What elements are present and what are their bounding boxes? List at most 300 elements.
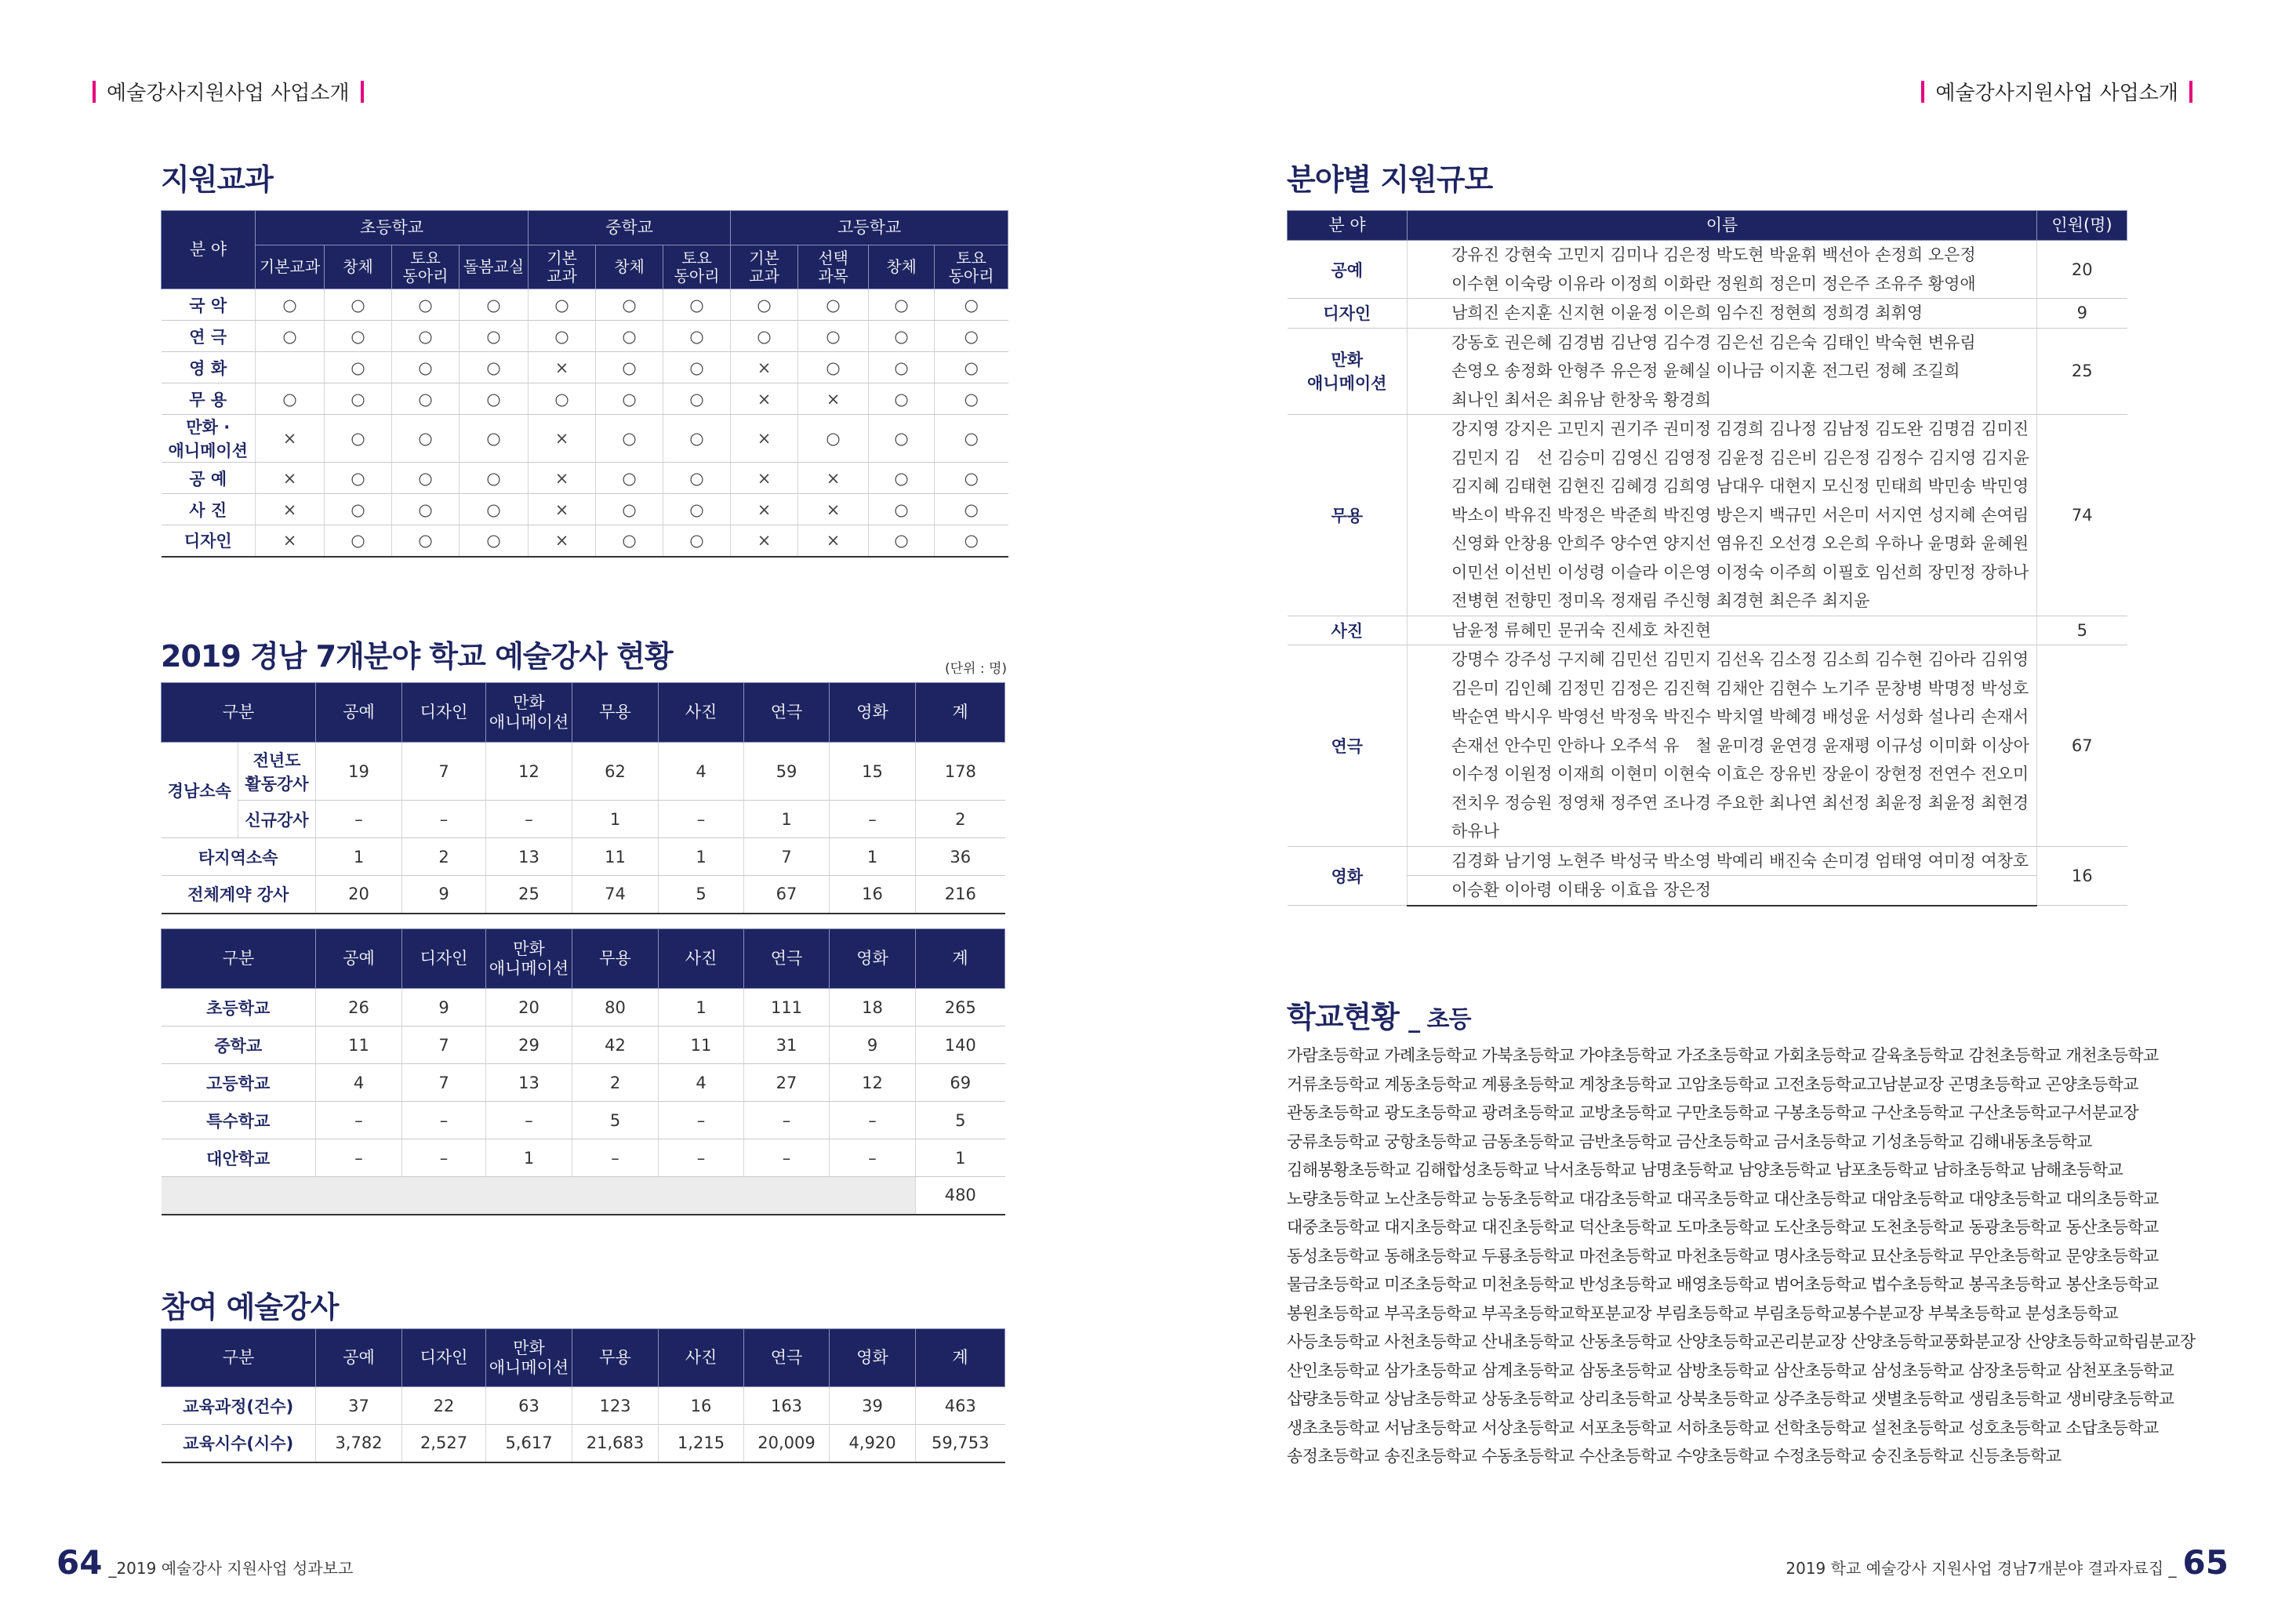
table-row [162, 1139, 1005, 1177]
value-cell: 80 [572, 989, 659, 1026]
mark-cell: ○ [392, 289, 460, 321]
group-header: 초등학교 [256, 211, 529, 245]
mark-cell: × [798, 383, 869, 415]
value-cell: 11 [572, 838, 659, 876]
mark-cell: ○ [596, 415, 663, 463]
value-cell: 74 [572, 876, 659, 914]
value-cell: 163 [744, 1387, 830, 1425]
table-row [162, 494, 1008, 525]
column-header: 무용 [572, 929, 659, 989]
mark-cell: ○ [325, 415, 392, 463]
header-bar [361, 81, 364, 103]
count-cell: 20 [2037, 241, 2127, 299]
column-header: 연극 [744, 683, 830, 743]
mark-cell: ○ [596, 494, 663, 525]
table-row [162, 801, 1005, 838]
value-cell: 4,920 [830, 1425, 916, 1462]
names-cell [1408, 415, 2037, 616]
name-line: 전병현 전향민 정미옥 정재림 주신형 최경현 최은주 최지윤 [1451, 591, 1870, 610]
count-cell: 67 [2037, 645, 2127, 847]
footer-right [1785, 1543, 2229, 1582]
field-scale-table [1287, 210, 2127, 906]
mark-cell: ○ [869, 321, 935, 352]
column-header: 계 [916, 683, 1005, 743]
mark-cell: ○ [325, 289, 392, 321]
mark-cell: ○ [460, 352, 529, 383]
mark-cell: × [256, 494, 325, 525]
table-row [162, 1064, 1005, 1102]
mark-cell: ○ [460, 525, 529, 557]
school-line: 물금초등학교 미조초등학교 미천초등학교 반성초등학교 배영초등학교 범어초등학교 법수초등학교 봉곡초등학교 봉산초등학교 [1287, 1275, 2159, 1294]
column-header: 무용 [572, 1329, 659, 1387]
mark-cell: ○ [529, 289, 596, 321]
mark-cell: × [529, 415, 596, 463]
mark-cell: ○ [460, 494, 529, 525]
school-line: 삽량초등학교 상남초등학교 상동초등학교 상리초등학교 상북초등학교 상주초등학교 샛별초등학교 생림초등학교 생비량초등학교 [1287, 1390, 2174, 1408]
table-row [162, 415, 1008, 463]
table-row [162, 463, 1008, 494]
mark-cell: × [798, 494, 869, 525]
table-row [162, 1102, 1005, 1139]
table-row [162, 1026, 1005, 1064]
mark-cell: ○ [798, 289, 869, 321]
field-label: 무용 [1288, 415, 1408, 616]
column-header: 사진 [659, 683, 744, 743]
value-cell: 1 [659, 838, 744, 876]
group-header: 고등학교 [731, 211, 1008, 245]
row-header: 만화 · 애니메이션 [162, 415, 256, 463]
value-cell: 5 [916, 1102, 1005, 1139]
value-cell: 111 [744, 989, 830, 1026]
mark-cell: ○ [460, 463, 529, 494]
value-cell: 39 [830, 1387, 916, 1425]
mark-cell: ○ [392, 352, 460, 383]
name-line: 김경화 남기영 노현주 박성국 박소영 박예리 배진숙 손미경 엄태영 여미정 여창호 [1451, 851, 2029, 870]
mark-cell [256, 352, 325, 383]
mark-cell: ○ [392, 525, 460, 557]
value-cell: – [486, 801, 572, 838]
names-cell [1408, 846, 2037, 876]
subcolumn-header: 창체 [325, 245, 392, 289]
name-line: 박순연 박시우 박영선 박정욱 박진수 박치열 박혜경 배성윤 서성화 설나리 손재서 [1451, 707, 2029, 726]
mark-cell: ○ [529, 321, 596, 352]
mark-cell: ○ [325, 463, 392, 494]
value-cell: 7 [402, 1064, 486, 1102]
value-cell: 2 [916, 801, 1005, 838]
table-row [162, 838, 1005, 876]
section-title-schools [1287, 993, 1470, 1036]
section-title-field-scale: 분야별 지원규모 [1287, 162, 1493, 197]
mark-cell: × [798, 463, 869, 494]
value-cell: – [659, 1102, 744, 1139]
column-header: 디자인 [402, 929, 486, 989]
header-bar [1921, 81, 1924, 103]
column-header: 이름 [1408, 211, 2037, 241]
mark-cell: ○ [869, 352, 935, 383]
field-label: 연극 [1288, 645, 1408, 847]
row-header: 특수학교 [162, 1102, 316, 1139]
column-header: 연극 [744, 929, 830, 989]
value-cell: 27 [744, 1064, 830, 1102]
total-blank [162, 1177, 916, 1215]
instructor-status-table1 [161, 682, 1005, 914]
name-line: 신영화 안창용 안희주 양수연 양지선 염유진 오선경 오은희 우하나 윤명화 윤혜원 [1451, 534, 2029, 553]
header-bar [2189, 81, 2192, 103]
mark-cell: ○ [663, 415, 731, 463]
mark-cell: × [256, 525, 325, 557]
name-line: 김은미 김인혜 김정민 김정은 김진혁 김채안 김현수 노기주 문창병 박명정 박성호 [1451, 678, 2029, 698]
row-header: 신규강사 [238, 801, 316, 838]
value-cell: 29 [486, 1026, 572, 1064]
column-header: 구분 [162, 1329, 316, 1387]
name-line: 이수현 이숙랑 이유라 이정희 이화란 정원희 정은미 정은주 조유주 황영애 [1451, 274, 1976, 293]
table-row [162, 876, 1005, 914]
value-cell: 15 [830, 743, 916, 801]
value-cell: – [659, 801, 744, 838]
mark-cell: × [256, 415, 325, 463]
mark-cell: ○ [392, 321, 460, 352]
value-cell: 463 [916, 1387, 1005, 1425]
names-cell [1408, 876, 2037, 906]
school-line: 사등초등학교 사천초등학교 산내초등학교 산동초등학교 산양초등학교곤리분교장 산양초등학교풍화분교장 산양초등학교학림분교장 [1287, 1332, 2196, 1351]
row-header: 초등학교 [162, 989, 316, 1026]
school-line: 관동초등학교 광도초등학교 광려초등학교 교방초등학교 구만초등학교 구봉초등학교 구산초등학교 구산초등학교구서분교장 [1287, 1103, 2138, 1122]
table-row [162, 989, 1005, 1026]
table-row [1288, 876, 2127, 906]
value-cell: 25 [486, 876, 572, 914]
value-cell: 4 [659, 1064, 744, 1102]
value-cell: 9 [402, 876, 486, 914]
mark-cell: ○ [325, 383, 392, 415]
names-cell [1408, 645, 2037, 847]
mark-cell: ○ [256, 321, 325, 352]
value-cell: – [316, 1102, 402, 1139]
column-header: 인원(명) [2037, 211, 2127, 241]
value-cell: – [744, 1139, 830, 1177]
mark-cell: ○ [392, 494, 460, 525]
mark-cell: ○ [596, 289, 663, 321]
table-row [1288, 241, 2127, 299]
mark-cell: ○ [869, 494, 935, 525]
row-header: 전년도 활동강사 [238, 743, 316, 801]
mark-cell: ○ [392, 415, 460, 463]
school-line: 거류초등학교 계동초등학교 계룡초등학교 계창초등학교 고암초등학교 고전초등학교고남분교장 곤명초등학교 곤양초등학교 [1287, 1074, 2138, 1094]
mark-cell: × [798, 525, 869, 557]
field-label: 사진 [1288, 616, 1408, 645]
name-line: 손영오 송정화 안형주 유은정 윤혜실 이나금 이지훈 전그린 정혜 조길희 [1451, 361, 1960, 380]
mark-cell: ○ [935, 415, 1008, 463]
table-row [1288, 328, 2127, 415]
table-row [162, 1387, 1005, 1425]
header-text: 예술강사지원사업 사업소개 [1935, 82, 2178, 105]
value-cell: 59,753 [916, 1425, 1005, 1462]
mark-cell: ○ [596, 525, 663, 557]
value-cell: – [572, 1139, 659, 1177]
row-header: 영 화 [162, 352, 256, 383]
participating-table [161, 1328, 1005, 1463]
name-line: 최나인 최서은 최유남 한창욱 황경희 [1451, 390, 1711, 409]
section-title-participating: 참여 예술강사 [161, 1290, 339, 1324]
schools-subtitle: _ 초등 [1408, 1006, 1471, 1034]
value-cell: 31 [744, 1026, 830, 1064]
column-header: 만화 애니메이션 [486, 683, 572, 743]
mark-cell: ○ [663, 321, 731, 352]
mark-cell: ○ [529, 383, 596, 415]
value-cell: 13 [486, 1064, 572, 1102]
subcolumn-header: 선택 과목 [798, 245, 869, 289]
value-cell: – [316, 801, 402, 838]
row-header: 대안학교 [162, 1139, 316, 1177]
value-cell: 9 [830, 1026, 916, 1064]
name-line: 김지혜 김태현 김현진 김혜경 김희영 남대우 대현지 모신정 민태희 박민송 박민영 [1451, 477, 2029, 496]
value-cell: 59 [744, 743, 830, 801]
value-cell: 123 [572, 1387, 659, 1425]
value-cell: – [486, 1102, 572, 1139]
mark-cell: ○ [460, 289, 529, 321]
page-number: 65 [2182, 1543, 2229, 1582]
value-cell: – [316, 1139, 402, 1177]
value-cell: 20 [316, 876, 402, 914]
group-row-header: 경남소속 [162, 743, 238, 838]
column-header: 계 [916, 1329, 1005, 1387]
column-header: 영화 [830, 929, 916, 989]
value-cell: – [744, 1102, 830, 1139]
mark-cell: × [731, 494, 798, 525]
value-cell: 26 [316, 989, 402, 1026]
name-line: 손재선 안수민 안하나 오주석 유 철 윤미경 윤연경 윤재평 이규성 이미화 이상아 [1451, 736, 2029, 755]
mark-cell: ○ [798, 415, 869, 463]
row-header: 국 악 [162, 289, 256, 321]
support-subjects-table [161, 210, 1008, 558]
support-subjects-table-wrap [161, 210, 1008, 558]
column-header: 연극 [744, 1329, 830, 1387]
school-line: 송정초등학교 송진초등학교 수동초등학교 수산초등학교 수양초등학교 수정초등학교 숭진초등학교 신등초등학교 [1287, 1447, 2062, 1466]
value-cell: 5,617 [486, 1425, 572, 1462]
names-cell [1408, 241, 2037, 299]
value-cell: 7 [744, 838, 830, 876]
row-header: 고등학교 [162, 1064, 316, 1102]
field-label: 공예 [1288, 241, 1408, 299]
mark-cell: ○ [460, 383, 529, 415]
mark-cell: ○ [798, 321, 869, 352]
participating-table-wrap [161, 1328, 1005, 1463]
mark-cell: ○ [869, 463, 935, 494]
value-cell: 12 [486, 743, 572, 801]
mark-cell: × [529, 525, 596, 557]
table-row [162, 1425, 1005, 1462]
value-cell: 216 [916, 876, 1005, 914]
row-header: 교육시수(시수) [162, 1425, 316, 1462]
value-cell: – [402, 1139, 486, 1177]
mark-cell: ○ [731, 321, 798, 352]
subcolumn-header: 돌봄교실 [460, 245, 529, 289]
mark-cell: ○ [663, 525, 731, 557]
count-cell: 25 [2037, 328, 2127, 415]
total-value: 480 [916, 1177, 1005, 1215]
school-line: 생초초등학교 서남초등학교 서상초등학교 서포초등학교 서하초등학교 선학초등학교 설천초등학교 성호초등학교 소답초등학교 [1287, 1418, 2159, 1437]
column-header: 영화 [830, 683, 916, 743]
column-header: 공예 [316, 683, 402, 743]
name-line: 이수정 이원정 이재희 이현미 이현숙 이효은 장유빈 장윤이 장현정 전연수 전오미 [1451, 765, 2029, 783]
value-cell: 13 [486, 838, 572, 876]
row-header: 교육과정(건수) [162, 1387, 316, 1425]
header-bar [93, 81, 96, 103]
value-cell: 140 [916, 1026, 1005, 1064]
school-line: 산인초등학교 삼가초등학교 삼계초등학교 삼동초등학교 삼방초등학교 삼산초등학교 삼성초등학교 삼장초등학교 삼천포초등학교 [1287, 1361, 2174, 1380]
school-line: 김해봉황초등학교 김해합성초등학교 낙서초등학교 남명초등학교 남양초등학교 남포초등학교 남하초등학교 남해초등학교 [1287, 1161, 2123, 1179]
mark-cell: ○ [935, 463, 1008, 494]
value-cell: 62 [572, 743, 659, 801]
value-cell: – [830, 1139, 916, 1177]
value-cell: 265 [916, 989, 1005, 1026]
column-header: 만화 애니메이션 [486, 1329, 572, 1387]
column-header: 분 야 [1288, 211, 1408, 241]
subcolumn-header: 창체 [596, 245, 663, 289]
mark-cell: ○ [325, 321, 392, 352]
footer-left [56, 1543, 353, 1582]
value-cell: 19 [316, 743, 402, 801]
mark-cell: ○ [392, 383, 460, 415]
value-cell: 16 [659, 1387, 744, 1425]
column-header: 무용 [572, 683, 659, 743]
value-cell: 1 [744, 801, 830, 838]
value-cell: 2 [572, 1064, 659, 1102]
value-cell: 20 [486, 989, 572, 1026]
value-cell: – [830, 801, 916, 838]
mark-cell: ○ [869, 415, 935, 463]
instructor-status-table2-wrap [161, 928, 1005, 1215]
names-cell [1408, 299, 2037, 329]
value-cell: 11 [316, 1026, 402, 1064]
column-header: 공예 [316, 929, 402, 989]
mark-cell: ○ [935, 321, 1008, 352]
value-cell: 1,215 [659, 1425, 744, 1462]
mark-cell: × [731, 383, 798, 415]
value-cell: 2 [402, 838, 486, 876]
schools-title: 학교현황 [1287, 1000, 1399, 1034]
value-cell: 4 [316, 1064, 402, 1102]
value-cell: 1 [316, 838, 402, 876]
table-row [162, 743, 1005, 801]
table-row [162, 352, 1008, 383]
field-label: 만화 애니메이션 [1288, 328, 1408, 415]
mark-cell: ○ [798, 352, 869, 383]
field-label: 디자인 [1288, 299, 1408, 329]
mark-cell: ○ [325, 494, 392, 525]
field-scale-table-wrap [1287, 210, 2127, 906]
value-cell: 16 [830, 876, 916, 914]
value-cell: – [402, 801, 486, 838]
value-cell: 37 [316, 1387, 402, 1425]
name-line: 강유진 강현숙 고민지 김미나 김은정 박도현 박윤휘 백선아 손정희 오은정 [1451, 245, 1976, 264]
value-cell: – [830, 1102, 916, 1139]
value-cell: 22 [402, 1387, 486, 1425]
total-row [162, 1177, 1005, 1215]
column-header: 구분 [162, 929, 316, 989]
mark-cell: ○ [935, 494, 1008, 525]
value-cell: 67 [744, 876, 830, 914]
name-line: 김민지 김 선 김승미 김영신 김영정 김윤정 김은비 김은정 김정수 김지영 김지윤 [1451, 448, 2029, 467]
row-header: 중학교 [162, 1026, 316, 1064]
mark-cell: ○ [663, 463, 731, 494]
value-cell: 7 [402, 743, 486, 801]
mark-cell: ○ [596, 352, 663, 383]
value-cell: 36 [916, 838, 1005, 876]
name-line: 박소이 박유진 박정은 박준희 박진영 방은지 백규민 서은미 서지연 성지혜 손여림 [1451, 505, 2029, 525]
value-cell: 1 [659, 989, 744, 1026]
school-line: 동성초등학교 동해초등학교 두룡초등학교 마전초등학교 마천초등학교 명사초등학교 묘산초등학교 무안초등학교 문양초등학교 [1287, 1246, 2159, 1266]
value-cell: 42 [572, 1026, 659, 1064]
row-header: 디자인 [162, 525, 256, 557]
name-line: 하유나 [1451, 822, 1499, 841]
value-cell: 2,527 [402, 1425, 486, 1462]
corner-header: 분 야 [162, 211, 256, 289]
row-header: 전체계약 강사 [162, 876, 316, 914]
value-cell: 7 [402, 1026, 486, 1064]
name-line: 전치우 정승원 정영채 정주연 조나경 주요한 최나연 최선정 최윤정 최윤정 최현경 [1451, 793, 2029, 812]
column-header: 구분 [162, 683, 316, 743]
mark-cell: ○ [869, 289, 935, 321]
value-cell: 4 [659, 743, 744, 801]
count-cell: 5 [2037, 616, 2127, 645]
row-header: 사 진 [162, 494, 256, 525]
mark-cell: ○ [935, 525, 1008, 557]
column-header: 사진 [659, 1329, 744, 1387]
count-cell: 74 [2037, 415, 2127, 616]
subcolumn-header: 기본 교과 [529, 245, 596, 289]
mark-cell: × [529, 352, 596, 383]
subcolumn-header: 기본교과 [256, 245, 325, 289]
field-label: 영화 [1288, 846, 1408, 906]
subcolumn-header: 토요 동아리 [935, 245, 1008, 289]
value-cell: 12 [830, 1064, 916, 1102]
mark-cell: ○ [392, 463, 460, 494]
name-line: 강지영 강지은 고민지 권기주 권미정 김경희 김나정 김남정 김도완 김명검 김미진 [1451, 420, 2029, 438]
value-cell: 11 [659, 1026, 744, 1064]
mark-cell: ○ [596, 463, 663, 494]
mark-cell: ○ [663, 289, 731, 321]
section-title-support-subjects: 지원교과 [161, 162, 273, 197]
school-line: 가람초등학교 가례초등학교 가북초등학교 가야초등학교 가조초등학교 가회초등학교 갈육초등학교 감천초등학교 개천초등학교 [1287, 1046, 2159, 1065]
mark-cell: ○ [460, 415, 529, 463]
table-row [1288, 616, 2127, 645]
instructor-status-table1-wrap [161, 682, 1005, 914]
mark-cell: ○ [663, 494, 731, 525]
value-cell: 63 [486, 1387, 572, 1425]
value-cell: 1 [486, 1139, 572, 1177]
value-cell: 18 [830, 989, 916, 1026]
section-title-instructor-status: 2019 경남 7개분야 학교 예술강사 현황 [161, 639, 673, 674]
column-header: 계 [916, 929, 1005, 989]
value-cell: – [402, 1102, 486, 1139]
school-line: 대중초등학교 대지초등학교 대진초등학교 덕산초등학교 도마초등학교 도산초등학교 도천초등학교 동광초등학교 동산초등학교 [1287, 1218, 2159, 1237]
mark-cell: ○ [256, 289, 325, 321]
column-header: 공예 [316, 1329, 402, 1387]
mark-cell: × [731, 463, 798, 494]
value-cell: 21,683 [572, 1425, 659, 1462]
count-cell: 16 [2037, 846, 2127, 906]
column-header: 디자인 [402, 683, 486, 743]
mark-cell: × [256, 463, 325, 494]
subcolumn-header: 창체 [869, 245, 935, 289]
column-header: 만화 애니메이션 [486, 929, 572, 989]
mark-cell: ○ [256, 383, 325, 415]
table-row [1288, 846, 2127, 876]
school-line: 봉원초등학교 부곡초등학교 부곡초등학교학포분교장 부림초등학교 부림초등학교봉수분교장 부북초등학교 분성초등학교 [1287, 1303, 2119, 1323]
value-cell: 3,782 [316, 1425, 402, 1462]
table-row [162, 321, 1008, 352]
running-header-left [93, 77, 364, 106]
